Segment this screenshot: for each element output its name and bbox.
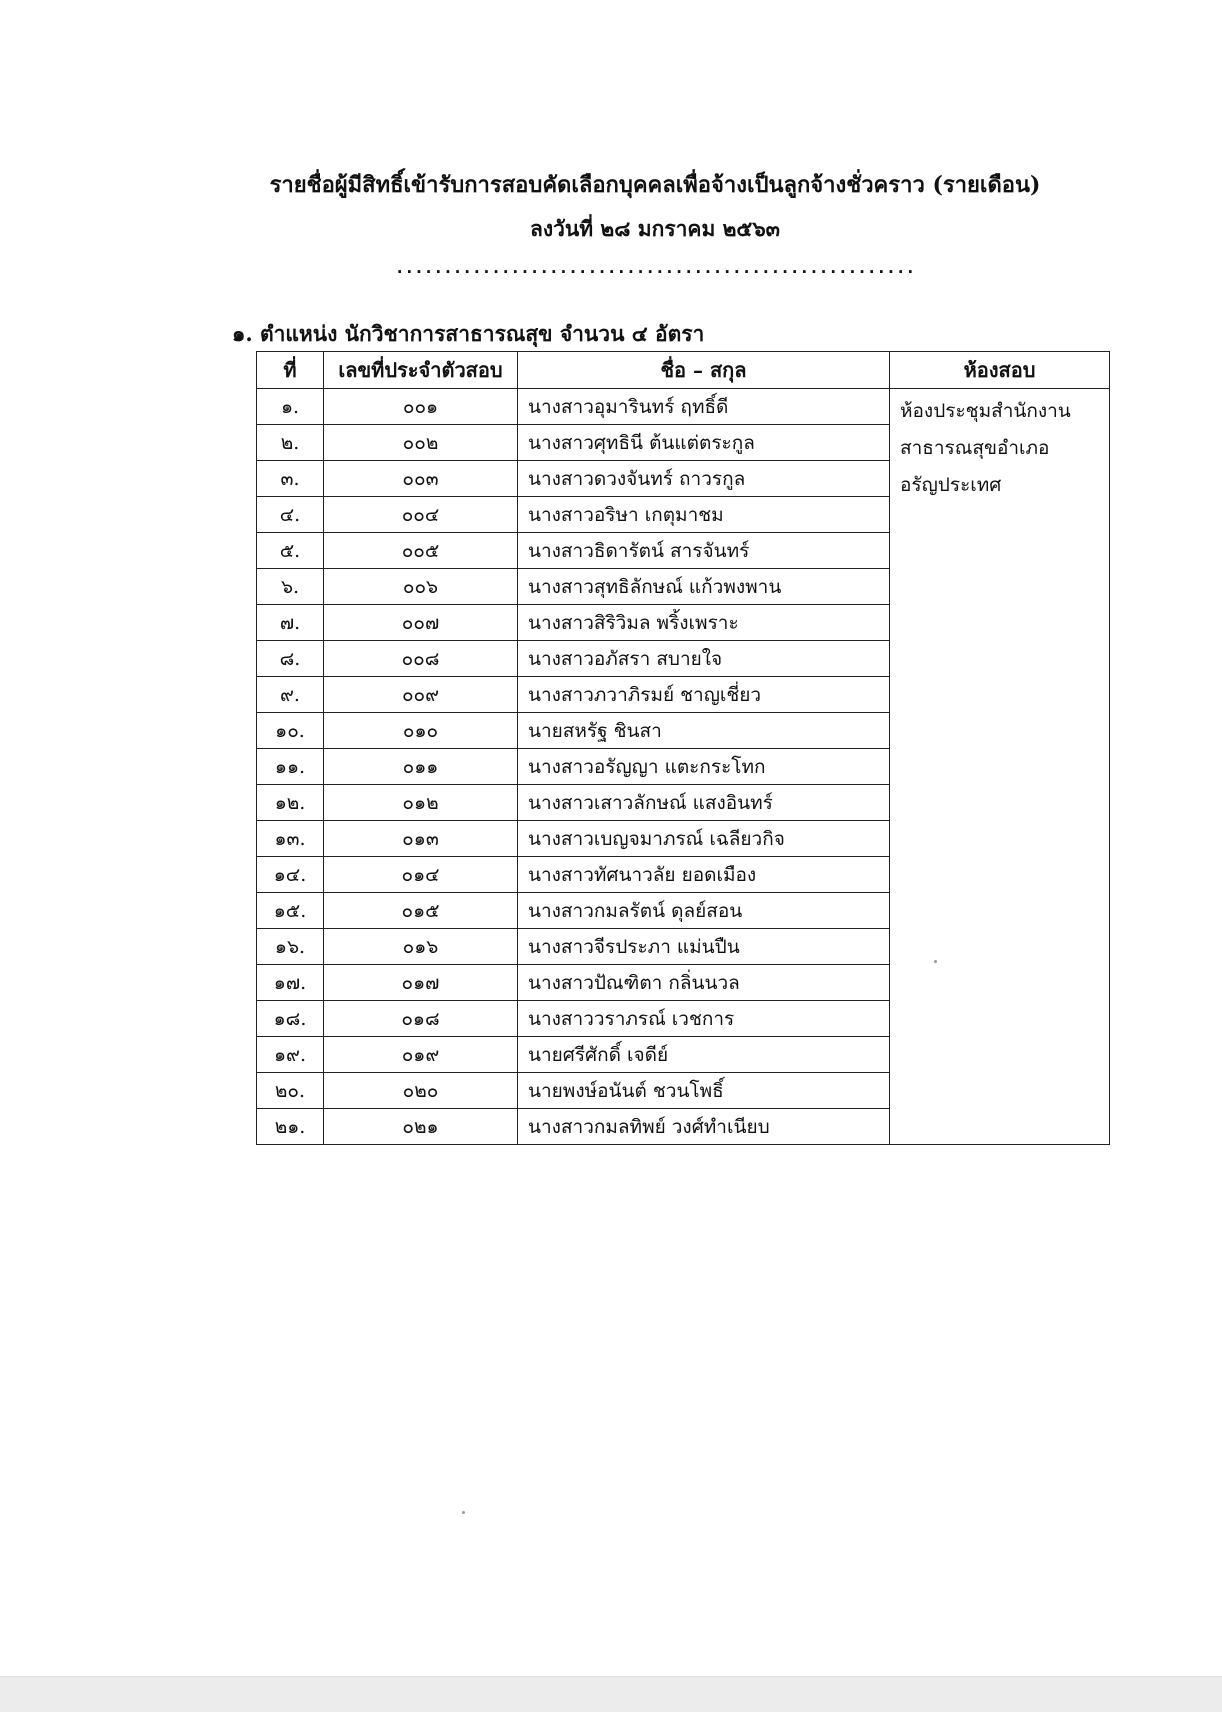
exam-id: ๐๑๔ (324, 857, 518, 893)
candidate-name: นางสาวธิดารัตน์ สารจันทร์ (518, 533, 890, 569)
candidate-name: นายสหรัฐ ชินสา (518, 713, 890, 749)
exam-id: ๐๑๘ (324, 1001, 518, 1037)
row-number: ๑. (257, 389, 324, 425)
exam-id: ๐๑๖ (324, 929, 518, 965)
candidate-name: นางสาวอภัสรา สบายใจ (518, 641, 890, 677)
row-number: ๑๓. (257, 821, 324, 857)
exam-id: ๐๑๓ (324, 821, 518, 857)
header-exam-id: เลขที่ประจำตัวสอบ (324, 352, 518, 389)
row-number: ๓. (257, 461, 324, 497)
candidate-name: นางสาวจีรประภา แม่นปืน (518, 929, 890, 965)
exam-id: ๐๑๒ (324, 785, 518, 821)
candidate-name: นางสาวเบญจมาภรณ์ เฉลียวกิจ (518, 821, 890, 857)
row-number: ๒. (257, 425, 324, 461)
candidate-name: นางสาวสิริวิมล พริ้งเพราะ (518, 605, 890, 641)
candidate-name: นางสาวดวงจันทร์ ถาวรกูล (518, 461, 890, 497)
row-number: ๑๖. (257, 929, 324, 965)
candidate-name: นางสาวอริษา เกตุมาชม (518, 497, 890, 533)
row-number: ๒๐. (257, 1073, 324, 1109)
candidate-name: นางสาวกมลทิพย์ วงศ์ทำเนียบ (518, 1109, 890, 1145)
candidate-name: นางสาวเสาวลักษณ์ แสงอินทร์ (518, 785, 890, 821)
page-bottom-edge (0, 1676, 1222, 1712)
exam-id: ๐๑๐ (324, 713, 518, 749)
scan-speck (934, 960, 937, 963)
exam-id: ๐๐๓ (324, 461, 518, 497)
table-body (257, 389, 1110, 1145)
exam-room-line: สาธารณสุขอำเภอ (900, 437, 1050, 459)
exam-id: ๐๐๑ (324, 389, 518, 425)
candidate-name: นายพงษ์อนันต์ ชวนโพธิ์ (518, 1073, 890, 1109)
candidate-name: นางสาวอุมารินทร์ ฤทธิ์ดี (518, 389, 890, 425)
candidate-name: นางสาวทัศนาวลัย ยอดเมือง (518, 857, 890, 893)
candidate-name: นางสาวสุทธิลักษณ์ แก้วพงพาน (518, 569, 890, 605)
exam-id: ๐๐๒ (324, 425, 518, 461)
header-no: ที่ (257, 352, 324, 389)
row-number: ๒๑. (257, 1109, 324, 1145)
candidate-name: นางสาวอรัญญา แตะกระโทก (518, 749, 890, 785)
exam-id: ๐๐๔ (324, 497, 518, 533)
exam-room (890, 389, 1110, 1145)
document-date: ลงวันที่ ๒๘ มกราคม ๒๕๖๓ (529, 216, 781, 241)
section-heading: ๑. ตำแหน่ง นักวิชาการสาธารณสุข จำนวน ๔ อัตรา (232, 321, 705, 346)
header-name: ชื่อ – สกุล (518, 352, 890, 389)
table-header-row (257, 352, 1110, 389)
header-room: ห้องสอบ (890, 352, 1110, 389)
exam-id: ๐๑๑ (324, 749, 518, 785)
row-number: ๙. (257, 677, 324, 713)
table-row (257, 389, 1110, 425)
exam-id: ๐๒๑ (324, 1109, 518, 1145)
row-number: ๕. (257, 533, 324, 569)
exam-id: ๐๑๗ (324, 965, 518, 1001)
candidate-name: นางสาวปัณฑิตา กลิ่นนวล (518, 965, 890, 1001)
candidate-name: นางสาวกมลรัตน์ ดุลย์สอน (518, 893, 890, 929)
row-number: ๑๒. (257, 785, 324, 821)
row-number: ๔. (257, 497, 324, 533)
candidate-table (256, 351, 1110, 1145)
row-number: ๑๗. (257, 965, 324, 1001)
exam-room-line: อรัญประเทศ (900, 474, 1002, 496)
exam-id: ๐๑๙ (324, 1037, 518, 1073)
exam-id: ๐๐๙ (324, 677, 518, 713)
exam-id: ๐๑๕ (324, 893, 518, 929)
row-number: ๑๙. (257, 1037, 324, 1073)
exam-id: ๐๐๖ (324, 569, 518, 605)
exam-id: ๐๒๐ (324, 1073, 518, 1109)
row-number: ๑๘. (257, 1001, 324, 1037)
candidate-name: นางสาวภวาภิรมย์ ชาญเชี่ยว (518, 677, 890, 713)
candidate-name: นางสาวศุทธินี ต้นแต่ตระกูล (518, 425, 890, 461)
exam-id: ๐๐๕ (324, 533, 518, 569)
exam-id: ๐๐๗ (324, 605, 518, 641)
row-number: ๑๐. (257, 713, 324, 749)
candidate-name: นางสาววราภรณ์ เวชการ (518, 1001, 890, 1037)
row-number: ๗. (257, 605, 324, 641)
row-number: ๑๕. (257, 893, 324, 929)
title-separator: ...................................................... (394, 258, 916, 277)
row-number: ๖. (257, 569, 324, 605)
exam-room-line: ห้องประชุมสำนักงาน (900, 400, 1071, 422)
row-number: ๑๑. (257, 749, 324, 785)
row-number: ๘. (257, 641, 324, 677)
row-number: ๑๔. (257, 857, 324, 893)
scan-speck (462, 1511, 465, 1514)
candidate-name: นายศรีศักดิ์ เจดีย์ (518, 1037, 890, 1073)
document-title: รายชื่อผู้มีสิทธิ์เข้ารับการสอบคัดเลือกบุคคลเพื่อจ้างเป็นลูกจ้างชั่วคราว (รายเดือน) (269, 172, 1041, 198)
exam-id: ๐๐๘ (324, 641, 518, 677)
